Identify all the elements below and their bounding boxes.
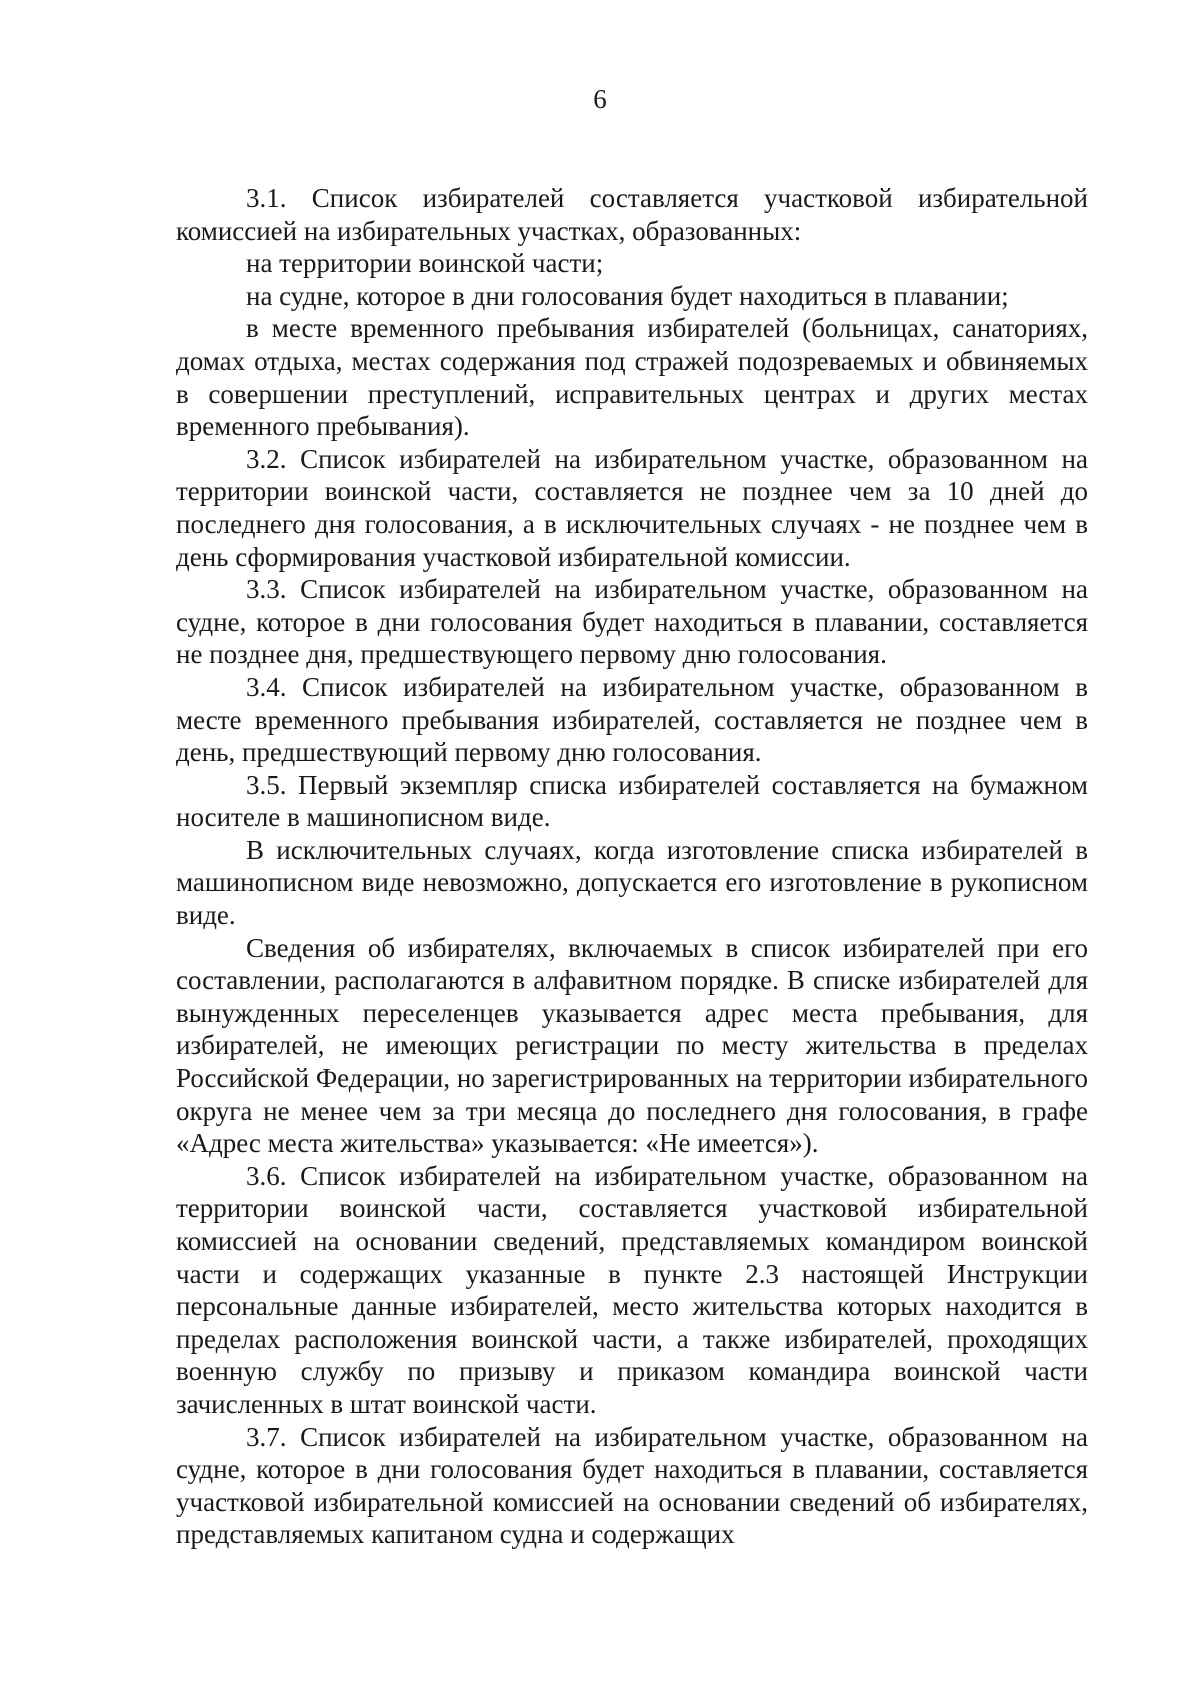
paragraph-temporary-stay: в месте временного пребывания избирателей (больницах, санаториях, домах отдыха, местах содержания под стражей подозреваемых и обвиняемых в совершении преступлений, исправительных центрах и других местах временного пребывания). [176, 313, 1088, 442]
paragraph-military-unit: на территории воинской части; [246, 248, 604, 279]
paragraph-exceptional-cases: В исключительных случаях, когда изготовление списка избирателей в машинописном виде невозможно, допускается его изготовление в рукописном виде. [176, 834, 1088, 931]
paragraph-3-6: 3.6. Список избирателей на избирательном участке, образованном на территории воинской части, составляется участковой избирательной комиссией на основании сведений, представляемых командиром воинской части и содержащих указанные в пункте 2.3 настоящей Инструкции персональные данные избирателей, место жительства которых находится в пределах расположения воинской части, а также избирателей, проходящих военную службу по призыву и приказом командира воинской части зачисленных в штат воинской части. [176, 1160, 1088, 1419]
paragraph-3-3: 3.3. Список избирателей на избирательном участке, образованном на судне, которое в дни голосования будет находиться в плавании, составляется не позднее дня, предшествующего первому дню голосования. [176, 574, 1088, 670]
paragraph-3-7: 3.7. Список избирателей на избирательном участке, образованном на судне, которое в дни голосования будет находиться в плавании, составляется участковой избирательной комиссией на основании сведений об избирателях, представляемых капитаном судна и содержащих [176, 1421, 1088, 1550]
paragraph-vessel: на судне, которое в дни голосования будет находиться в плавании; [246, 280, 1009, 311]
paragraph-voter-info: Сведения об избирателях, включаемых в список избирателей при его составлении, располагаются в алфавитном порядке. В списке избирателей для вынужденных переселенцев указывается адрес места пребывания, для избирателей, не имеющих регистрации по месту жительства в пределах Российской Федерации, но зарегистрированных на территории избирательного округа не менее чем за три месяца до последнего дня голосования, в графе «Адрес места жительства» указывается: «Не имеется»). [176, 932, 1088, 1159]
paragraph-3-5: 3.5. Первый экземпляр списка избирателей составляется на бумажном носителе в машинописном виде. [176, 769, 1088, 833]
page-number: 6 [593, 84, 607, 114]
paragraph-3-2: 3.2. Список избирателей на избирательном участке, образованном на территории воинской части, составляется не позднее чем за 10 дней до последнего дня голосования, а в исключительных случаях - не позднее чем в день сформирования участковой избирательной комиссии. [176, 443, 1088, 572]
document-body [176, 182, 1088, 1551]
paragraph-3-1: 3.1. Список избирателей составляется участковой избирательной комиссией на избирательных участках, образованных: [176, 183, 1088, 246]
paragraph-3-4: 3.4. Список избирателей на избирательном участке, образованном в месте временного пребывания избирателей, составляется не позднее чем в день, предшествующий первому дню голосования. [176, 671, 1088, 768]
